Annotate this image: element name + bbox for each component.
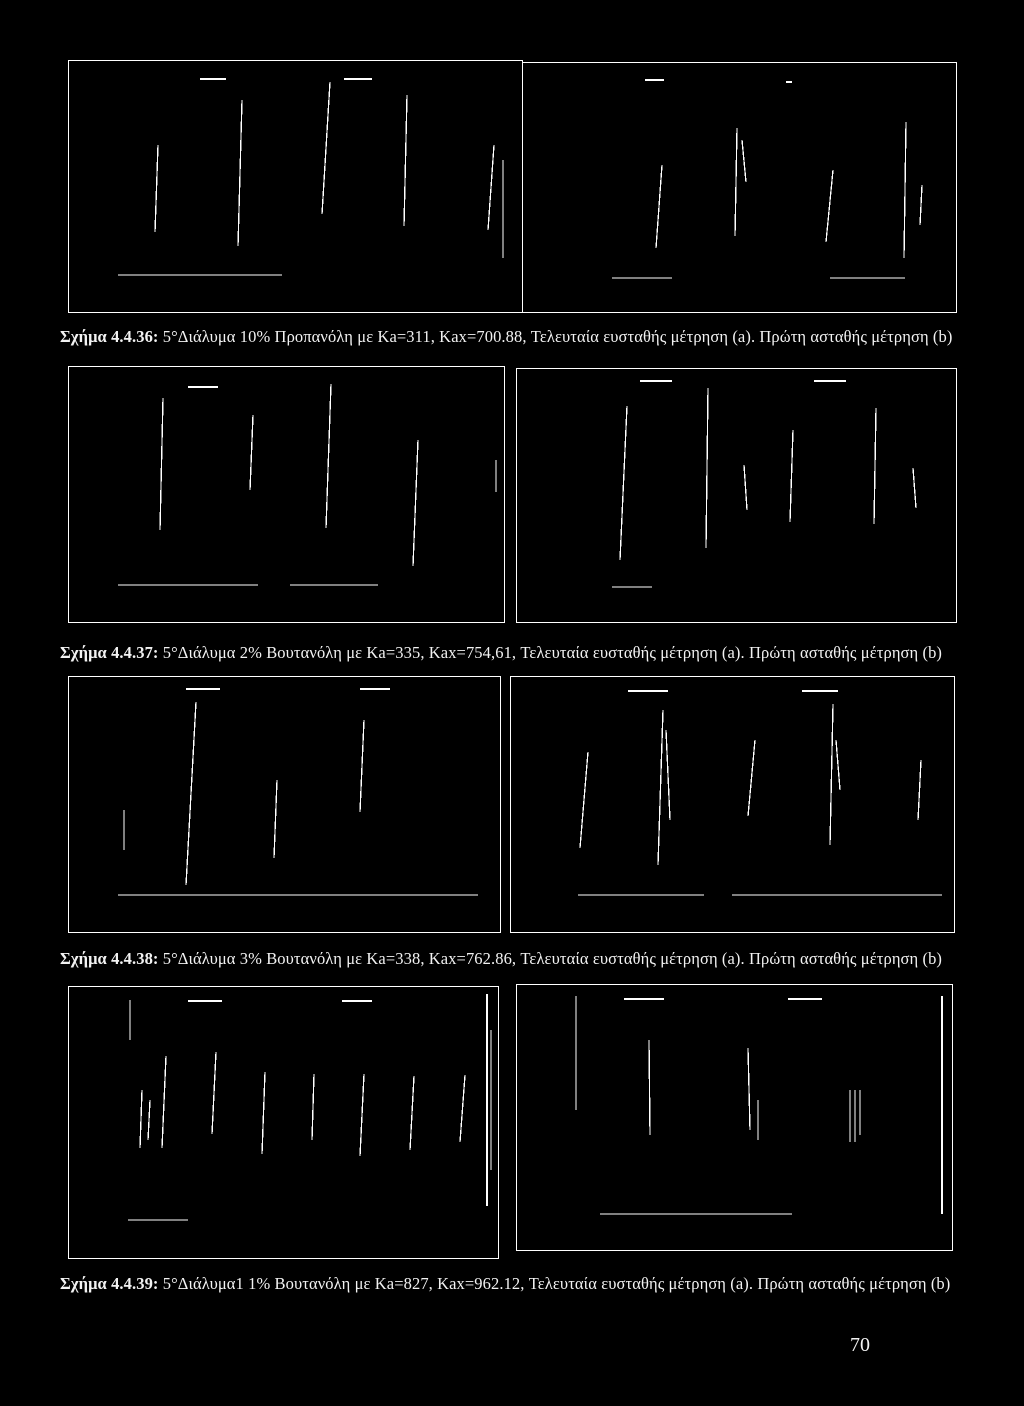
figure-caption [60,327,1020,347]
figure-caption-text: 5°Διάλυμα1 1% Βουτανόλη με Ka=827, Kax=962.12, Τελευταία ευσταθής μέτρηση (a). Πρώτη ασταθής μέτρηση (b) [162,1274,951,1293]
page-number: 70 [850,1334,870,1356]
figure-caption [60,643,1020,663]
panel-a-traces [118,689,478,895]
panel-b-traces [612,80,922,278]
panel-a-traces [118,79,503,275]
figure-caption [60,949,1020,969]
figure-4-4-39 [0,980,1024,1330]
oscillogram-pair-36 [0,0,1024,360]
figure-4-4-36 [0,0,1024,360]
panel-b-traces [578,691,942,895]
figure-caption-text: 5°Διάλυμα 2% Βουτανόλη με Ka=335, Kax=754,61, Τελευταία ευσταθής μέτρηση (a). Πρώτη ασταθής μέτρηση (b) [162,643,943,662]
figure-label: Σχήμα 4.4.39: [60,1274,159,1293]
figure-caption-text: 5°Διάλυμα 3% Βουτανόλη με Ka=338, Kax=762.86, Τελευταία ευσταθής μέτρηση (a). Πρώτη ασταθής μέτρηση (b) [162,949,943,968]
figure-label: Σχήμα 4.4.37: [60,643,159,662]
figure-label: Σχήμα 4.4.38: [60,949,159,968]
figure-4-4-37 [0,360,1024,670]
figure-label: Σχήμα 4.4.36: [60,327,159,346]
oscillogram-pair-37 [0,360,1024,670]
figure-caption-text: 5°Διάλυμα 10% Προπανόλη με Ka=311, Kax=700.88, Τελευταία ευσταθής μέτρηση (a). Πρώτη ασταθής μέτρηση (b) [162,327,953,346]
figure-4-4-38 [0,670,1024,980]
panel-b-traces [612,381,916,587]
figure-caption [60,1274,1020,1294]
panel-b-traces [576,996,942,1214]
panel-a-traces [128,994,491,1220]
panel-a-traces [118,384,496,585]
oscillogram-pair-38 [0,670,1024,980]
